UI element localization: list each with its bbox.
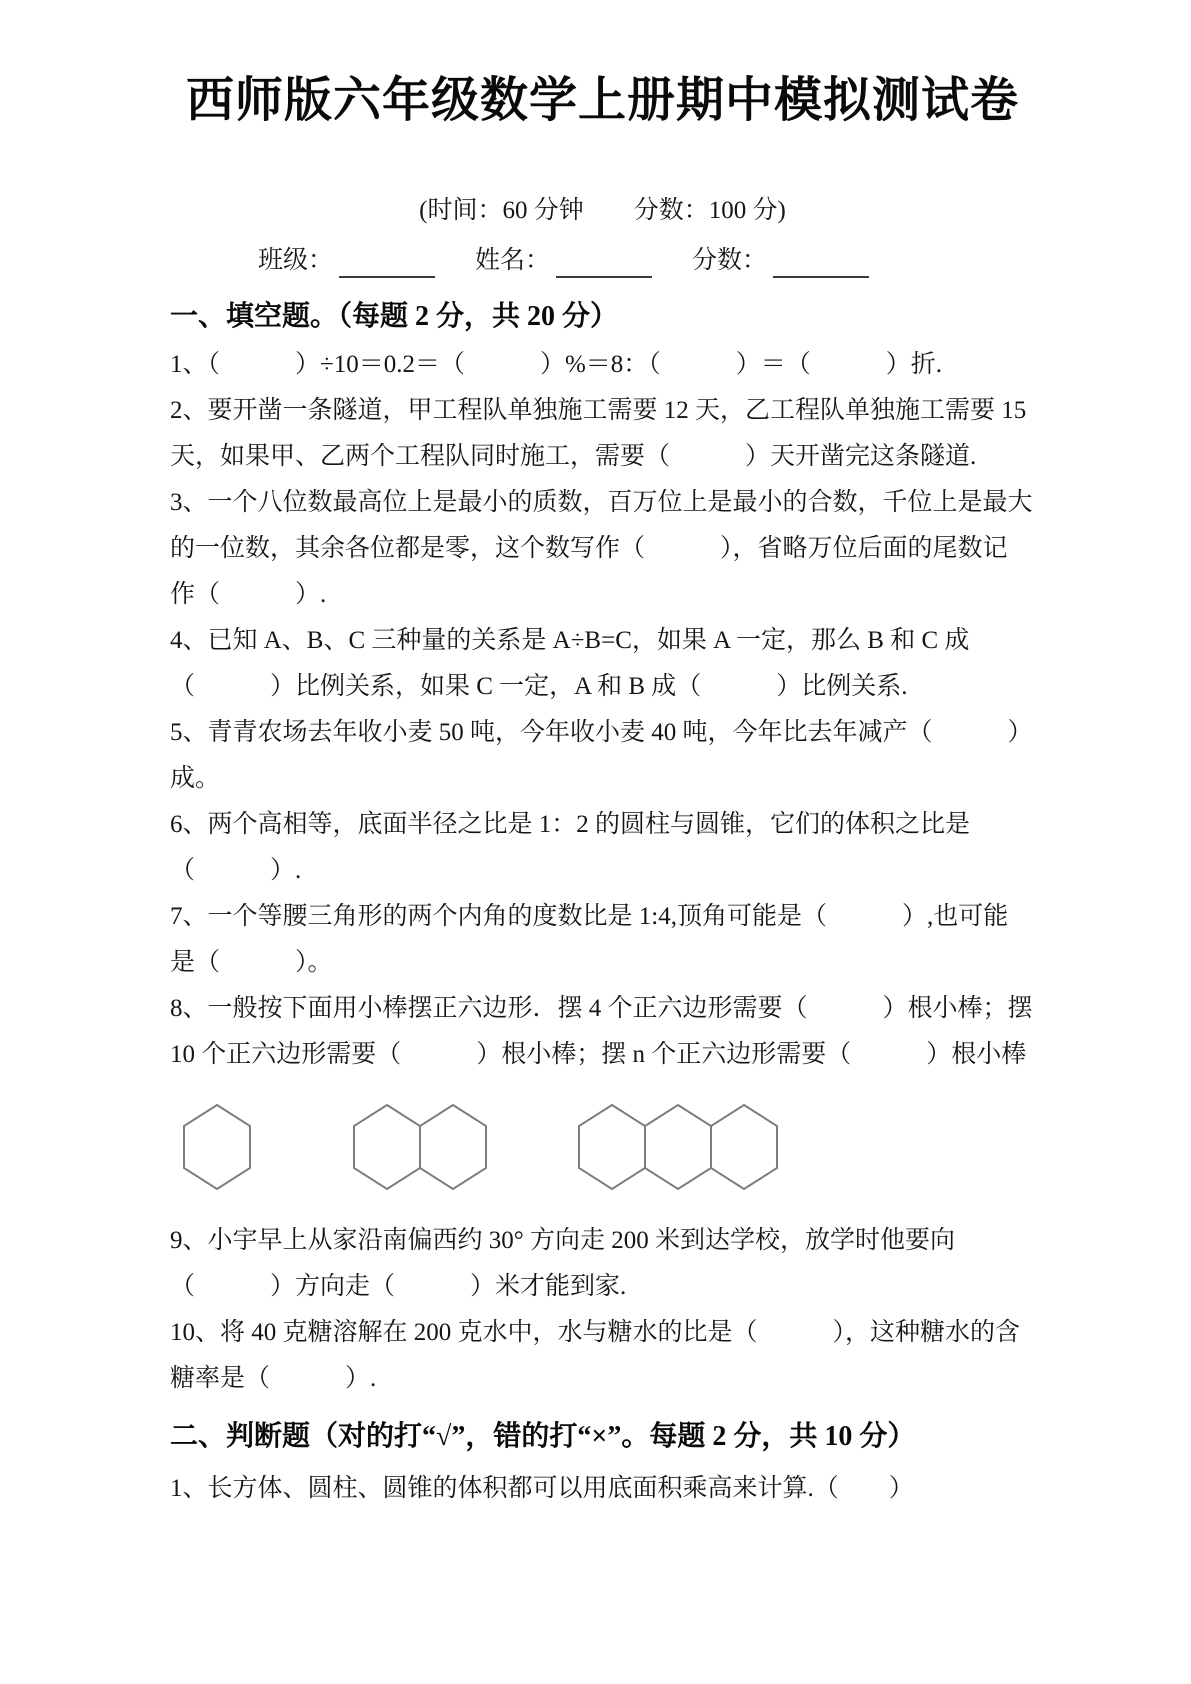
score-blank [773,250,869,278]
question-4-line-1: 4、已知 A、B、C 三种量的关系是 A÷B=C，如果 A 一定，那么 B 和 C 成 [170,627,970,654]
name-label: 姓名： [475,247,551,274]
section-2-heading: 二、判断题（对的打“√”，错的打“×”。每题 2 分，共 10 分） [170,1421,916,1452]
question-3-line-1: 3、一个八位数最高位上是最小的质数，百万位上是最小的合数，千位上是最大 [170,489,1033,516]
hexagon-group-double-icon [353,1104,487,1190]
question-5-line-1: 5、青青农场去年收小麦 50 吨，今年收小麦 40 吨，今年比去年减产（ ） [170,719,1033,746]
question-2-line-1: 2、要开凿一条隧道，甲工程队单独施工需要 12 天，乙工程队单独施工需要 15 [170,397,1027,424]
question-6-line-2: （ ）. [170,857,302,884]
section-2-question-1-line-1: 1、长方体、圆柱、圆锥的体积都可以用底面积乘高来计算.（ ） [170,1475,914,1502]
hexagon-group-triple-icon [578,1104,778,1190]
class-blank [339,250,435,278]
section-1-heading: 一、填空题。（每题 2 分，共 20 分） [170,301,619,332]
question-9-line-2: （ ）方向走（ ）米才能到家. [170,1273,627,1300]
question-8-line-1: 8、一般按下面用小棒摆正六边形．摆 4 个正六边形需要（ ）根小棒；摆 [170,995,1033,1022]
class-field [258,244,435,278]
question-1-line-1: 1、（ ）÷10＝0.2＝（ ）%＝8：（ ）＝（ ）折. [170,351,943,378]
question-7-line-1: 7、一个等腰三角形的两个内角的度数比是 1:4,顶角可能是（ ）,也可能 [170,903,1009,930]
question-3-line-2: 的一位数，其余各位都是零，这个数写作（ ），省略万位后面的尾数记 [170,535,1008,562]
question-4-line-2: （ ）比例关系，如果 C 一定，A 和 B 成（ ）比例关系. [170,673,908,700]
page-title: 西师版六年级数学上册期中模拟测试卷 [185,74,1019,127]
class-label: 班级： [258,247,334,274]
question-2-line-2: 天，如果甲、乙两个工程队同时施工，需要（ ）天开凿完这条隧道. [170,443,977,470]
name-blank [556,250,652,278]
hexagon-group-single-icon [183,1104,251,1190]
score-label: 分数： [692,247,768,274]
question-7-line-2: 是（ ）。 [170,949,333,976]
name-field [475,244,652,278]
student-info-row [170,244,1035,278]
question-10-line-2: 糖率是（ ）. [170,1365,377,1392]
exam-meta: (时间：60 分钟 分数：100 分) [419,197,786,224]
question-8-line-2: 10 个正六边形需要（ ）根小棒；摆 n 个正六边形需要（ ）根小棒 [170,1041,1027,1068]
question-5-line-2: 成。 [170,765,221,792]
question-9-line-1: 9、小宇早上从家沿南偏西约 30° 方向走 200 米到达学校，放学时他要向 [170,1227,955,1254]
hexagon-pattern-figure [183,1104,1035,1190]
question-6-line-1: 6、两个高相等，底面半径之比是 1：2 的圆柱与圆锥，它们的体积之比是 [170,811,971,838]
question-10-line-1: 10、将 40 克糖溶解在 200 克水中，水与糖水的比是（ ），这种糖水的含 [170,1319,1021,1346]
score-field [692,244,869,278]
question-3-line-3: 作（ ）. [170,581,327,608]
